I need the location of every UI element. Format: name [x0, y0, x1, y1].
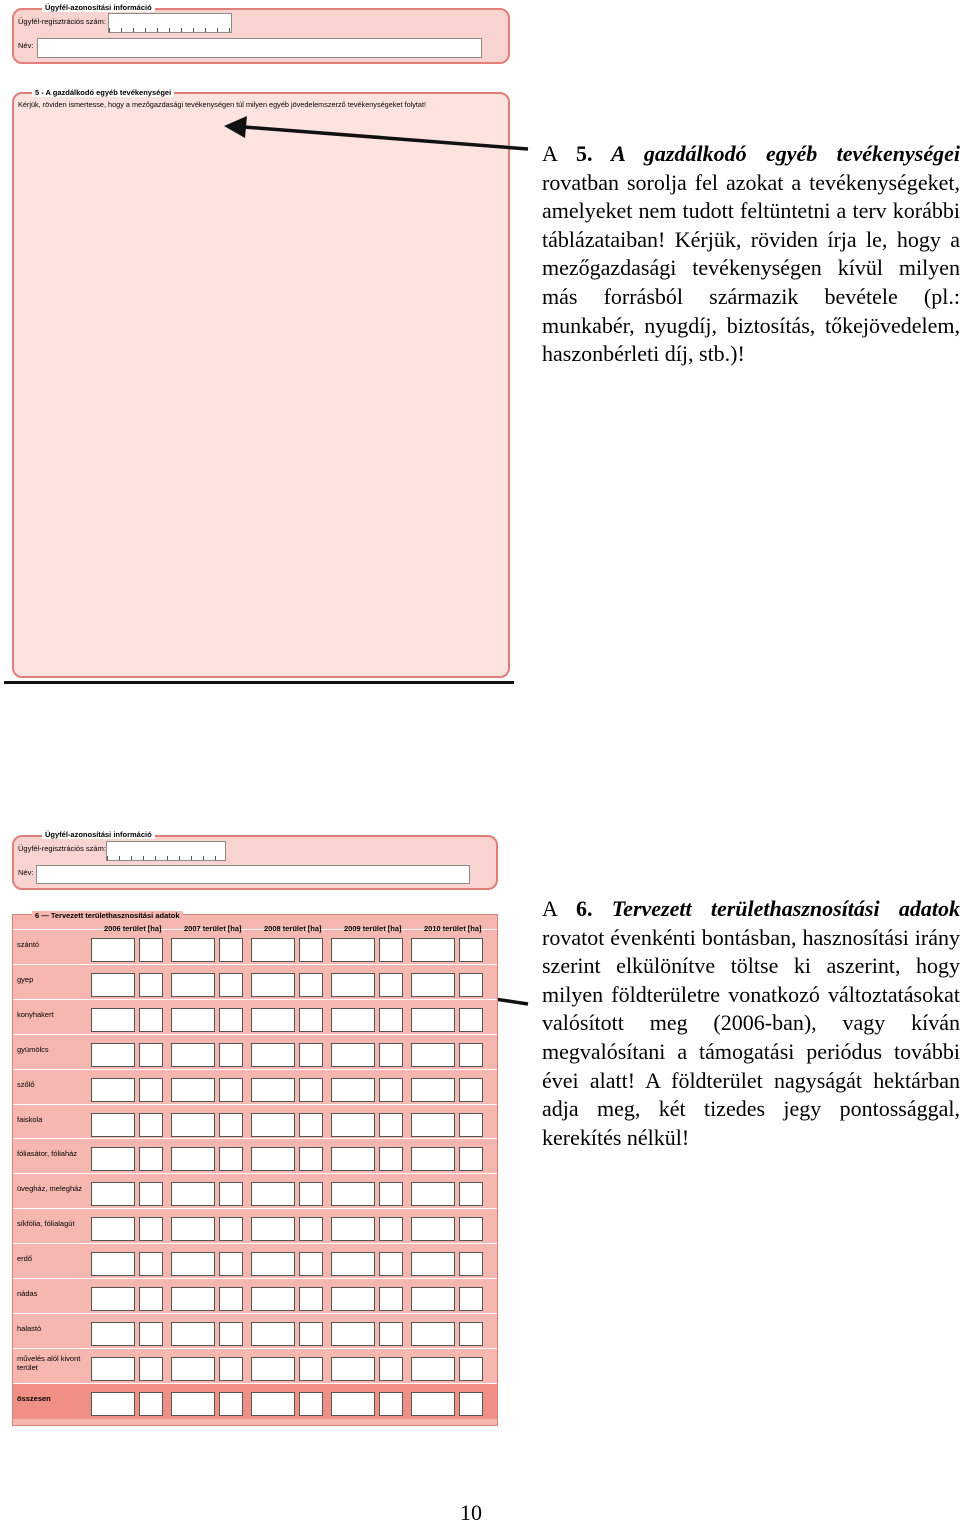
page-number: 10: [460, 1500, 482, 1525]
table-row: [13, 1138, 497, 1174]
area-decimal-input[interactable]: [139, 1392, 163, 1416]
area-integer-input[interactable]: [171, 1008, 215, 1032]
form1-section5-title: 5 - A gazdálkodó egyéb tevékenységei: [32, 88, 174, 97]
area-integer-input[interactable]: [411, 1113, 455, 1137]
area-integer-input[interactable]: [411, 1217, 455, 1241]
area-decimal-input[interactable]: [139, 973, 163, 997]
area-integer-input[interactable]: [411, 938, 455, 962]
area-decimal-input[interactable]: [459, 1392, 483, 1416]
area-decimal-input[interactable]: [219, 1008, 243, 1032]
area-decimal-input[interactable]: [459, 1043, 483, 1067]
area-decimal-input[interactable]: [139, 1322, 163, 1346]
area-integer-input[interactable]: [411, 1147, 455, 1171]
area-decimal-input[interactable]: [219, 973, 243, 997]
form2-name-label: Név:: [18, 868, 34, 877]
area-decimal-input[interactable]: [139, 1357, 163, 1381]
area-integer-input[interactable]: [331, 1182, 375, 1206]
para-section-6: [542, 895, 960, 1152]
row-label: szőlő: [17, 1079, 35, 1089]
area-integer-input[interactable]: [251, 1217, 295, 1241]
area-integer-input[interactable]: [171, 938, 215, 962]
area-decimal-input[interactable]: [459, 1113, 483, 1137]
area-integer-input[interactable]: [91, 1008, 135, 1032]
area-decimal-input[interactable]: [219, 1078, 243, 1102]
row-label: szántó: [17, 940, 40, 949]
area-decimal-input[interactable]: [379, 1043, 403, 1067]
area-integer-input[interactable]: [251, 1008, 295, 1032]
area-integer-input[interactable]: [91, 1217, 135, 1241]
area-decimal-input[interactable]: [299, 1322, 323, 1346]
area-decimal-input[interactable]: [379, 1113, 403, 1137]
area-decimal-input[interactable]: [459, 1252, 483, 1276]
row-label: faiskola: [17, 1114, 43, 1124]
area-decimal-input[interactable]: [379, 1008, 403, 1032]
area-decimal-input[interactable]: [139, 1182, 163, 1206]
area-integer-input[interactable]: [411, 1043, 455, 1067]
row-label: üvegház, melegház: [17, 1184, 83, 1194]
area-integer-input[interactable]: [171, 1252, 215, 1276]
area-integer-input[interactable]: [171, 1217, 215, 1241]
area-decimal-input[interactable]: [459, 1147, 483, 1171]
area-integer-input[interactable]: [331, 1078, 375, 1102]
area-integer-input[interactable]: [331, 1008, 375, 1032]
area-integer-input[interactable]: [411, 1008, 455, 1032]
area-integer-input[interactable]: [171, 1043, 215, 1067]
area-integer-input[interactable]: [91, 1322, 135, 1346]
area-decimal-input[interactable]: [139, 1287, 163, 1311]
area-decimal-input[interactable]: [299, 1078, 323, 1102]
area-integer-input[interactable]: [331, 1147, 375, 1171]
area-integer-input[interactable]: [331, 1217, 375, 1241]
table-row: [13, 1069, 497, 1105]
area-decimal-input[interactable]: [379, 1392, 403, 1416]
table-row: [13, 929, 497, 965]
area-integer-input[interactable]: [251, 1182, 295, 1206]
area-integer-input[interactable]: [251, 1147, 295, 1171]
table-row: [13, 1313, 497, 1349]
area-decimal-input[interactable]: [379, 973, 403, 997]
area-integer-input[interactable]: [171, 1182, 215, 1206]
area-integer-input[interactable]: [411, 1078, 455, 1102]
para5-text: rovatban sorolja fel azokat a tevékenységeket, amelyeket nem tudott feltüntetni a terv korábbi táblázataiban! Kérjük, röviden írja le, hogy a mezőgazdasági tevékenységen kívül milyen más forrásból származik bevétele (pl.: munkabér, nyugdíj, biztosítás, tőkejövedelem, haszonbérleti díj, stb.)!: [542, 169, 960, 367]
para6-section-name: Tervezett területhasznosítási adatok: [592, 896, 960, 921]
form1-header-title: Ügyfél-azonosítási információ: [42, 3, 155, 12]
area-decimal-input[interactable]: [219, 1217, 243, 1241]
para5-section-name: A gazdálkodó egyéb tevékenységei: [592, 141, 960, 166]
area-decimal-input[interactable]: [219, 938, 243, 962]
area-integer-input[interactable]: [251, 1392, 295, 1416]
col-header-2008: 2008 terület [ha]: [264, 924, 322, 933]
area-integer-input[interactable]: [331, 1287, 375, 1311]
area-integer-input[interactable]: [411, 1287, 455, 1311]
table-row: [13, 1208, 497, 1244]
area-decimal-input[interactable]: [459, 938, 483, 962]
area-integer-input[interactable]: [331, 938, 375, 962]
table-row: [13, 1348, 497, 1384]
para6-number: 6.: [575, 896, 593, 921]
area-decimal-input[interactable]: [219, 1147, 243, 1171]
table-row: [13, 1383, 497, 1419]
para5-prefix: A: [542, 141, 577, 166]
area-integer-input[interactable]: [251, 1078, 295, 1102]
area-integer-input[interactable]: [411, 1392, 455, 1416]
area-decimal-input[interactable]: [139, 1147, 163, 1171]
area-decimal-input[interactable]: [299, 1287, 323, 1311]
area-integer-input[interactable]: [91, 1147, 135, 1171]
row-label: konyhakert: [17, 1009, 54, 1019]
table-row: [13, 1104, 497, 1140]
area-decimal-input[interactable]: [219, 1043, 243, 1067]
area-integer-input[interactable]: [171, 1392, 215, 1416]
area-integer-input[interactable]: [331, 1043, 375, 1067]
row-label: erdő: [17, 1254, 33, 1264]
table-row: [13, 1034, 497, 1070]
form2-name-field[interactable]: [36, 865, 470, 884]
area-decimal-input[interactable]: [139, 1043, 163, 1067]
area-decimal-input[interactable]: [299, 1008, 323, 1032]
area-integer-input[interactable]: [171, 1113, 215, 1137]
area-decimal-input[interactable]: [459, 973, 483, 997]
area-integer-input[interactable]: [91, 1182, 135, 1206]
para-section-5: [542, 140, 960, 369]
row-label: nádas: [17, 1289, 38, 1298]
form2-reg-label: Ügyfél-regisztrációs szám:: [18, 844, 106, 853]
area-integer-input[interactable]: [171, 1287, 215, 1311]
area-decimal-input[interactable]: [299, 1182, 323, 1206]
area-decimal-input[interactable]: [139, 938, 163, 962]
area-decimal-input[interactable]: [299, 1043, 323, 1067]
form2-reg-number-field[interactable]: [106, 841, 226, 861]
area-decimal-input[interactable]: [139, 1252, 163, 1276]
area-decimal-input[interactable]: [299, 938, 323, 962]
area-decimal-input[interactable]: [219, 1357, 243, 1381]
area-decimal-input[interactable]: [219, 1252, 243, 1276]
area-decimal-input[interactable]: [219, 1322, 243, 1346]
area-decimal-input[interactable]: [219, 1182, 243, 1206]
area-decimal-input[interactable]: [139, 1113, 163, 1137]
area-integer-input[interactable]: [91, 1252, 135, 1276]
area-integer-input[interactable]: [171, 1147, 215, 1171]
area-integer-input[interactable]: [251, 1113, 295, 1137]
para6-prefix: A: [542, 896, 576, 921]
col-header-2010: 2010 terület [ha]: [424, 924, 482, 933]
area-integer-input[interactable]: [251, 1043, 295, 1067]
area-decimal-input[interactable]: [379, 1357, 403, 1381]
para5-number: 5.: [576, 141, 593, 166]
area-integer-input[interactable]: [331, 1392, 375, 1416]
area-decimal-input[interactable]: [219, 1113, 243, 1137]
area-decimal-input[interactable]: [299, 1147, 323, 1171]
area-integer-input[interactable]: [91, 1287, 135, 1311]
area-decimal-input[interactable]: [379, 1078, 403, 1102]
row-label: fóliasátor, fóliaház: [17, 1149, 78, 1159]
area-integer-input[interactable]: [91, 1113, 135, 1137]
area-integer-input[interactable]: [251, 1287, 295, 1311]
area-decimal-input[interactable]: [459, 1287, 483, 1311]
area-decimal-input[interactable]: [379, 1252, 403, 1276]
area-integer-input[interactable]: [91, 1078, 135, 1102]
area-integer-input[interactable]: [91, 1357, 135, 1381]
area-integer-input[interactable]: [91, 1043, 135, 1067]
row-label: művelés alól kivont terület: [17, 1353, 81, 1372]
area-decimal-input[interactable]: [459, 1217, 483, 1241]
area-decimal-input[interactable]: [299, 1357, 323, 1381]
arrow-1-line: [244, 127, 528, 149]
area-integer-input[interactable]: [91, 973, 135, 997]
area-integer-input[interactable]: [171, 1357, 215, 1381]
row-label: síkfólia, fólialagút: [17, 1219, 75, 1229]
area-integer-input[interactable]: [251, 1322, 295, 1346]
table-row: [13, 999, 497, 1035]
form1-section5-instruction: Kérjük, röviden ismertesse, hogy a mezőgazdasági tevékenységen túl milyen egyéb jövedelemszerző tevékenységeket folytat!: [18, 100, 427, 109]
row-label: gyümölcs: [17, 1044, 49, 1054]
area-integer-input[interactable]: [251, 1357, 295, 1381]
area-integer-input[interactable]: [331, 973, 375, 997]
col-header-2006: 2006 terület [ha]: [104, 924, 162, 933]
area-decimal-input[interactable]: [379, 1287, 403, 1311]
area-decimal-input[interactable]: [299, 1113, 323, 1137]
area-decimal-input[interactable]: [139, 1078, 163, 1102]
area-integer-input[interactable]: [331, 1357, 375, 1381]
area-decimal-input[interactable]: [379, 1322, 403, 1346]
area-integer-input[interactable]: [91, 938, 135, 962]
area-decimal-input[interactable]: [379, 938, 403, 962]
area-decimal-input[interactable]: [299, 1392, 323, 1416]
area-integer-input[interactable]: [171, 1078, 215, 1102]
area-decimal-input[interactable]: [459, 1078, 483, 1102]
area-integer-input[interactable]: [91, 1392, 135, 1416]
area-decimal-input[interactable]: [139, 1217, 163, 1241]
area-decimal-input[interactable]: [139, 1008, 163, 1032]
area-decimal-input[interactable]: [219, 1287, 243, 1311]
area-integer-input[interactable]: [411, 1252, 455, 1276]
land-use-table: [12, 914, 498, 1426]
area-integer-input[interactable]: [331, 1113, 375, 1137]
area-integer-input[interactable]: [171, 973, 215, 997]
area-decimal-input[interactable]: [299, 1252, 323, 1276]
form2-header-title: Ügyfél-azonosítási információ: [42, 830, 155, 839]
row-label: halastó: [17, 1323, 42, 1333]
form1-reg-label: Ügyfél-regisztrációs szám:: [18, 17, 106, 26]
area-integer-input[interactable]: [411, 1182, 455, 1206]
area-integer-input[interactable]: [171, 1322, 215, 1346]
para6-text: rovatot évenkénti bontásban, hasznosítási irány szerint elkülönítve töltse ki aszerint, hogy milyen földterületre vonatkozó változtatásokat valósított meg (2006-ban), vagy kíván megvalósítani a támogatási periódus további évei alatt! A földterület nagyságát hektárban adja meg, két tizedes jegy pontossággal, kerekítés nélkül!: [542, 924, 960, 1150]
table-row: [13, 1173, 497, 1209]
area-decimal-input[interactable]: [379, 1147, 403, 1171]
table-row: [13, 964, 497, 1000]
area-integer-input[interactable]: [411, 973, 455, 997]
area-integer-input[interactable]: [411, 1357, 455, 1381]
col-header-2009: 2009 terület [ha]: [344, 924, 402, 933]
area-decimal-input[interactable]: [459, 1322, 483, 1346]
area-integer-input[interactable]: [411, 1322, 455, 1346]
area-integer-input[interactable]: [331, 1322, 375, 1346]
table-row: [13, 1278, 497, 1314]
area-decimal-input[interactable]: [379, 1217, 403, 1241]
table-row: [13, 1243, 497, 1279]
area-integer-input[interactable]: [251, 1252, 295, 1276]
area-decimal-input[interactable]: [459, 1182, 483, 1206]
arrow-1-head: [224, 116, 247, 138]
area-decimal-input[interactable]: [219, 1392, 243, 1416]
area-decimal-input[interactable]: [459, 1357, 483, 1381]
area-decimal-input[interactable]: [299, 973, 323, 997]
area-integer-input[interactable]: [251, 938, 295, 962]
area-decimal-input[interactable]: [459, 1008, 483, 1032]
form1-name-label: Név:: [18, 41, 34, 50]
col-header-2007: 2007 terület [ha]: [184, 924, 242, 933]
area-integer-input[interactable]: [251, 973, 295, 997]
row-label: összesen: [17, 1393, 51, 1403]
area-integer-input[interactable]: [331, 1252, 375, 1276]
row-label: gyep: [17, 974, 34, 984]
area-decimal-input[interactable]: [299, 1217, 323, 1241]
form2-section6-title: 6 — Tervezett területhasznosítási adatok: [32, 911, 183, 920]
area-decimal-input[interactable]: [379, 1182, 403, 1206]
